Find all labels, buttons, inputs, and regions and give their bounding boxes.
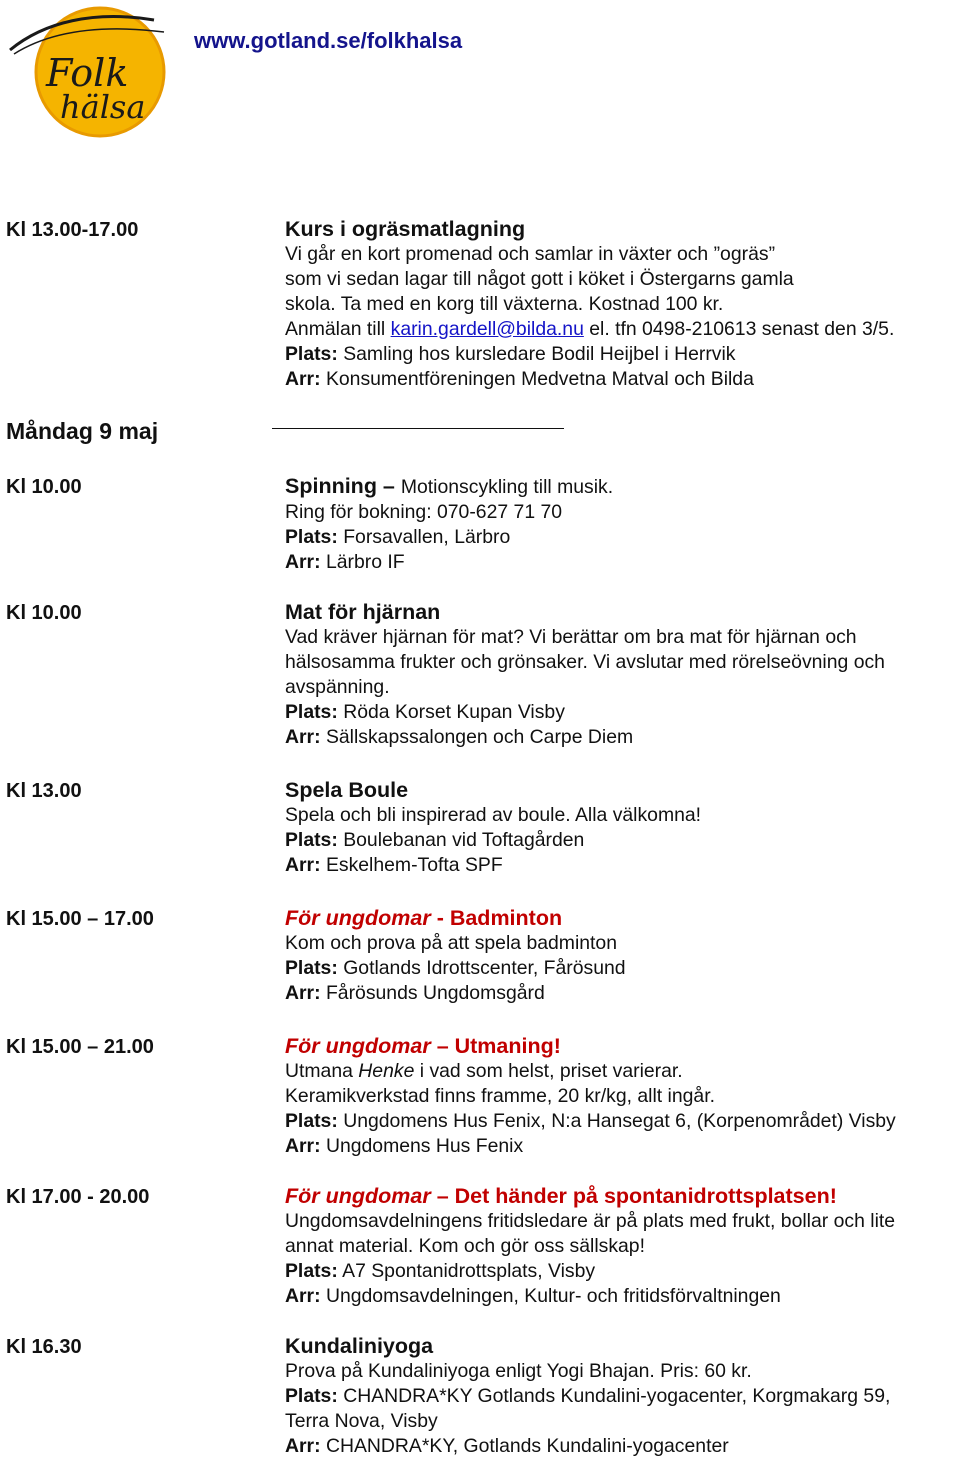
place-value: Röda Korset Kupan Visby <box>337 700 565 723</box>
place-label: Plats: <box>285 1109 338 1132</box>
title-dash: – <box>376 474 401 498</box>
event-place <box>285 828 957 853</box>
event-title: Mat för hjärnan <box>285 600 441 624</box>
event-desc: Vad kräver hjärnan för mat? Vi berättar om bra mat för hjärnan och <box>285 626 857 648</box>
event-utmaning <box>285 1034 957 1159</box>
logo-text-halsa: hälsa <box>60 88 146 126</box>
event-arr <box>285 1284 957 1309</box>
event-arr <box>285 550 957 575</box>
arr-label: Arr: <box>285 550 321 573</box>
place-label: Plats: <box>285 525 338 548</box>
event-spontanidrott <box>285 1184 957 1309</box>
place-value: A7 Spontanidrottsplats, Visby <box>337 1259 596 1282</box>
event-time: Kl 10.00 <box>6 602 82 624</box>
place-value: Samling hos kursledare Bodil Heijbel i Herrvik <box>337 342 736 365</box>
separator-line <box>272 428 564 429</box>
youth-label: För ungdomar <box>285 1034 431 1058</box>
title-text: - Badminton <box>430 906 563 930</box>
event-place-cont: Terra Nova, Visby <box>285 1409 438 1432</box>
arr-label: Arr: <box>285 725 321 748</box>
event-spinning <box>285 474 957 575</box>
event-title <box>285 1184 957 1209</box>
event-place <box>285 700 957 725</box>
event-arr <box>285 853 957 878</box>
event-time: Kl 15.00 – 17.00 <box>6 908 154 930</box>
event-arr <box>285 367 957 392</box>
place-label: Plats: <box>285 956 338 979</box>
title-text: – Det händer på spontanidrottsplatsen! <box>430 1184 837 1208</box>
desc-part: i vad som helst, priset varierar. <box>414 1060 683 1082</box>
event-title <box>285 906 957 931</box>
signup-suffix: el. tfn 0498-210613 senast den 3/5. <box>583 317 895 340</box>
event-kundaliniyoga <box>285 1334 957 1459</box>
event-title: Spela Boule <box>285 778 409 802</box>
day-heading: Måndag 9 maj <box>6 418 159 444</box>
event-badminton <box>285 906 957 1006</box>
event-desc: som vi sedan lagar till något gott i köket i Östergarns gamla <box>285 267 794 290</box>
event-desc: Kom och prova på att spela badminton <box>285 932 617 954</box>
event-ograsmatlagning <box>285 217 957 391</box>
place-label: Plats: <box>285 342 338 365</box>
arr-value: Fårösunds Ungdomsgård <box>320 981 545 1004</box>
event-desc: Ring för bokning: 070-627 71 70 <box>285 501 563 523</box>
place-label: Plats: <box>285 1259 338 1282</box>
arr-value: Ungdomsavdelningen, Kultur- och fritidsförvaltningen <box>320 1284 781 1307</box>
signup-prefix: Anmälan till <box>285 317 391 340</box>
event-place <box>285 1384 957 1409</box>
event-arr <box>285 1134 957 1159</box>
arr-label: Arr: <box>285 367 321 390</box>
event-arr <box>285 725 957 750</box>
folkhalsa-logo <box>4 2 180 140</box>
place-value: Gotlands Idrottscenter, Fårösund <box>337 956 626 979</box>
event-title <box>285 1034 957 1059</box>
event-signup <box>285 317 957 342</box>
event-title <box>285 474 957 500</box>
arr-value: Sällskapssalongen och Carpe Diem <box>320 725 634 748</box>
arr-value: Konsumentföreningen Medvetna Matval och Bilda <box>320 367 754 390</box>
arr-label: Arr: <box>285 1434 321 1457</box>
arr-value: CHANDRA*KY, Gotlands Kundalini-yogacenter <box>320 1434 729 1457</box>
arr-label: Arr: <box>285 1284 321 1307</box>
place-label: Plats: <box>285 1384 338 1407</box>
event-desc: Keramikverkstad finns framme, 20 kr/kg, allt ingår. <box>285 1084 715 1107</box>
place-label: Plats: <box>285 828 338 851</box>
event-place <box>285 1109 957 1134</box>
event-mat-for-hjarnan <box>285 600 957 750</box>
header-url[interactable]: www.gotland.se/folkhalsa <box>194 28 463 53</box>
arr-value: Lärbro IF <box>320 550 405 573</box>
event-desc: Spela och bli inspirerad av boule. Alla välkomna! <box>285 804 702 826</box>
event-desc: skola. Ta med en korg till växterna. Kostnad 100 kr. <box>285 292 724 315</box>
arr-value: Ungdomens Hus Fenix <box>320 1134 524 1157</box>
event-desc: annat material. Kom och gör oss sällskap! <box>285 1234 645 1257</box>
place-label: Plats: <box>285 700 338 723</box>
event-desc: Prova på Kundaliniyoga enligt Yogi Bhajan. Pris: 60 kr. <box>285 1360 752 1382</box>
place-value: Boulebanan vid Toftagården <box>337 828 585 851</box>
arr-label: Arr: <box>285 853 321 876</box>
event-place <box>285 342 957 367</box>
arr-value: Eskelhem-Tofta SPF <box>320 853 503 876</box>
event-time: Kl 13.00-17.00 <box>6 219 139 241</box>
place-value: CHANDRA*KY Gotlands Kundalini-yogacenter, Korgmakarg 59, <box>337 1384 891 1407</box>
arr-label: Arr: <box>285 981 321 1004</box>
event-time: Kl 13.00 <box>6 780 82 802</box>
title-text: Spinning <box>285 474 377 498</box>
youth-label: För ungdomar <box>285 1184 431 1208</box>
event-desc: Ungdomsavdelningens fritidsledare är på plats med frukt, bollar och lite <box>285 1210 896 1232</box>
event-time: Kl 17.00 - 20.00 <box>6 1186 150 1208</box>
event-desc <box>285 1059 957 1084</box>
event-time: Kl 15.00 – 21.00 <box>6 1036 154 1058</box>
event-spela-boule <box>285 778 957 878</box>
event-time: Kl 16.30 <box>6 1336 82 1358</box>
event-desc: avspänning. <box>285 675 390 698</box>
place-value: Ungdomens Hus Fenix, N:a Hansegat 6, (Korpenområdet) Visby <box>337 1109 896 1132</box>
title-text: – Utmaning! <box>430 1034 561 1058</box>
event-desc: hälsosamma frukter och grönsaker. Vi avslutar med rörelseövning och <box>285 650 885 673</box>
event-title: Kurs i ogräsmatlagning <box>285 217 526 241</box>
place-value: Forsavallen, Lärbro <box>337 525 511 548</box>
event-arr <box>285 1434 957 1459</box>
logo-text-folk: Folk <box>46 51 129 95</box>
event-subtitle: Motionscykling till musik. <box>400 476 614 498</box>
event-place <box>285 956 957 981</box>
event-time: Kl 10.00 <box>6 476 82 498</box>
event-title: Kundaliniyoga <box>285 1334 434 1358</box>
event-arr <box>285 981 957 1006</box>
youth-label: För ungdomar <box>285 906 431 930</box>
desc-name-italic: Henke <box>358 1060 415 1082</box>
event-place <box>285 525 957 550</box>
signup-email-link[interactable]: karin.gardell@bilda.nu <box>390 317 584 340</box>
event-place <box>285 1259 957 1284</box>
arr-label: Arr: <box>285 1134 321 1157</box>
event-desc: Vi går en kort promenad och samlar in växter och ”ogräs” <box>285 243 776 265</box>
desc-part: Utmana <box>285 1060 359 1082</box>
